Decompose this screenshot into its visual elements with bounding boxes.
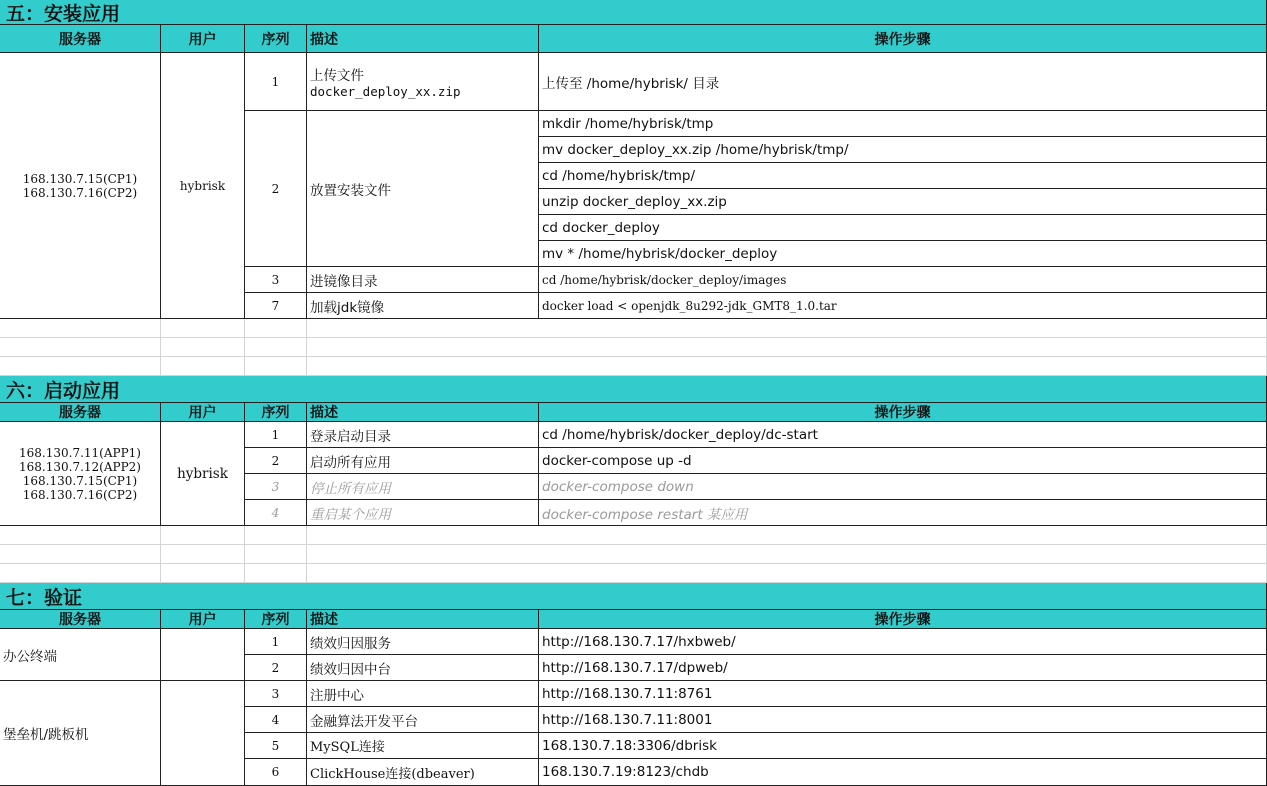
empty-cell [161, 319, 245, 338]
header-steps: 操作步骤 [539, 25, 1267, 53]
s5-desc-3: 进镜像目录 [307, 267, 539, 293]
s6-server-ip: 168.130.7.12(APP2) [19, 459, 141, 474]
s5-seq-3: 3 [245, 267, 307, 293]
empty-cell [0, 545, 161, 564]
s7-desc: ClickHouse连接(dbeaver) [307, 759, 539, 786]
s6-desc: 启动所有应用 [307, 448, 539, 474]
s5-desc-1-file: docker_deploy_xx.zip [310, 84, 461, 99]
s5-step-1: 上传至 /home/hybrisk/ 目录 [539, 53, 1267, 111]
s5-server-ip: 168.130.7.15(CP1) [22, 171, 138, 186]
empty-cell [161, 545, 245, 564]
s6-seq: 3 [245, 474, 307, 500]
empty-cell [307, 319, 1267, 338]
header-desc: 描述 [307, 25, 539, 53]
s5-desc-1 [307, 53, 539, 111]
s7-seq: 6 [245, 759, 307, 786]
s7-seq: 3 [245, 681, 307, 707]
empty-cell [161, 526, 245, 545]
header-server: 服务器 [0, 610, 161, 629]
s6-server-ip: 168.130.7.15(CP1) [22, 473, 138, 488]
header-server: 服务器 [0, 403, 161, 422]
empty-cell [245, 545, 307, 564]
s7-seq: 1 [245, 629, 307, 655]
empty-cell [307, 564, 1267, 583]
empty-cell [161, 564, 245, 583]
s7-seq: 4 [245, 707, 307, 733]
s5-step-2-cmd: mv * /home/hybrisk/docker_deploy [539, 241, 1267, 267]
s6-user-cell: hybrisk [161, 422, 245, 526]
s6-server-ip: 168.130.7.16(CP2) [22, 487, 138, 502]
s6-desc: 登录启动目录 [307, 422, 539, 448]
s7-server-office: 办公终端 [0, 629, 161, 681]
s7-step-link[interactable]: http://168.130.7.11:8001 [539, 707, 1267, 733]
s7-desc: 注册中心 [307, 681, 539, 707]
header-seq: 序列 [245, 403, 307, 422]
empty-cell [245, 319, 307, 338]
s5-seq-2: 2 [245, 111, 307, 267]
s6-desc: 重启某个应用 [307, 500, 539, 526]
header-steps: 操作步骤 [539, 610, 1267, 629]
s5-step-2-cmd: unzip docker_deploy_xx.zip [539, 189, 1267, 215]
s7-desc: MySQL连接 [307, 733, 539, 759]
empty-cell [307, 357, 1267, 376]
s5-step-4: docker load < openjdk_8u292-jdk_GMT8_1.0.tar [539, 293, 1267, 319]
s6-seq: 1 [245, 422, 307, 448]
section-title-verify: 七：验证 [0, 583, 1267, 610]
header-desc: 描述 [307, 403, 539, 422]
s7-step-link[interactable]: http://168.130.7.17/hxbweb/ [539, 629, 1267, 655]
header-seq: 序列 [245, 25, 307, 53]
header-seq: 序列 [245, 610, 307, 629]
s7-user-cell [161, 681, 245, 786]
s7-step: 168.130.7.19:8123/chdb [539, 759, 1267, 786]
header-user: 用户 [161, 403, 245, 422]
s6-seq: 4 [245, 500, 307, 526]
s5-server-cell [0, 53, 161, 319]
empty-cell [0, 564, 161, 583]
empty-cell [245, 526, 307, 545]
s5-step-2-cmd: cd docker_deploy [539, 215, 1267, 241]
empty-cell [0, 338, 161, 357]
s7-seq: 5 [245, 733, 307, 759]
empty-cell [0, 526, 161, 545]
header-user: 用户 [161, 25, 245, 53]
s6-step: docker-compose down [539, 474, 1267, 500]
empty-cell [245, 357, 307, 376]
s5-desc-2: 放置安装文件 [307, 111, 539, 267]
s5-step-2-cmd: cd /home/hybrisk/tmp/ [539, 163, 1267, 189]
s7-step: 168.130.7.18:3306/dbrisk [539, 733, 1267, 759]
header-desc: 描述 [307, 610, 539, 629]
header-server: 服务器 [0, 25, 161, 53]
empty-cell [307, 338, 1267, 357]
s6-server-ip: 168.130.7.11(APP1) [19, 445, 141, 460]
s5-server-ip: 168.130.7.16(CP2) [22, 185, 138, 200]
s7-desc: 绩效归因服务 [307, 629, 539, 655]
s6-server-cell [0, 422, 161, 526]
empty-cell [245, 338, 307, 357]
s7-seq: 2 [245, 655, 307, 681]
s7-desc: 绩效归因中台 [307, 655, 539, 681]
s6-step: cd /home/hybrisk/docker_deploy/dc-start [539, 422, 1267, 448]
s5-user-cell: hybrisk [161, 53, 245, 319]
section-title-start: 六：启动应用 [0, 376, 1267, 403]
empty-cell [307, 526, 1267, 545]
s5-desc-1-line: 上传文件 [310, 68, 364, 84]
s7-user-cell [161, 629, 245, 681]
header-user: 用户 [161, 610, 245, 629]
s7-desc: 金融算法开发平台 [307, 707, 539, 733]
empty-cell [245, 564, 307, 583]
s5-seq-4: 7 [245, 293, 307, 319]
empty-cell [0, 319, 161, 338]
s7-server-bastion: 堡垒机/跳板机 [0, 681, 161, 786]
s6-step: docker-compose restart 某应用 [539, 500, 1267, 526]
s5-desc-4: 加载jdk镜像 [307, 293, 539, 319]
s5-step-3: cd /home/hybrisk/docker_deploy/images [539, 267, 1267, 293]
section-title-install: 五：安装应用 [0, 0, 1267, 25]
s6-step: docker-compose up -d [539, 448, 1267, 474]
empty-cell [161, 357, 245, 376]
s5-seq-1: 1 [245, 53, 307, 111]
s5-step-2-cmd: mv docker_deploy_xx.zip /home/hybrisk/tmp/ [539, 137, 1267, 163]
empty-cell [0, 357, 161, 376]
header-steps: 操作步骤 [539, 403, 1267, 422]
s7-step-link[interactable]: http://168.130.7.11:8761 [539, 681, 1267, 707]
s6-seq: 2 [245, 448, 307, 474]
s7-step-link[interactable]: http://168.130.7.17/dpweb/ [539, 655, 1267, 681]
s5-step-2-cmd: mkdir /home/hybrisk/tmp [539, 111, 1267, 137]
s6-desc: 停止所有应用 [307, 474, 539, 500]
empty-cell [307, 545, 1267, 564]
empty-cell [161, 338, 245, 357]
